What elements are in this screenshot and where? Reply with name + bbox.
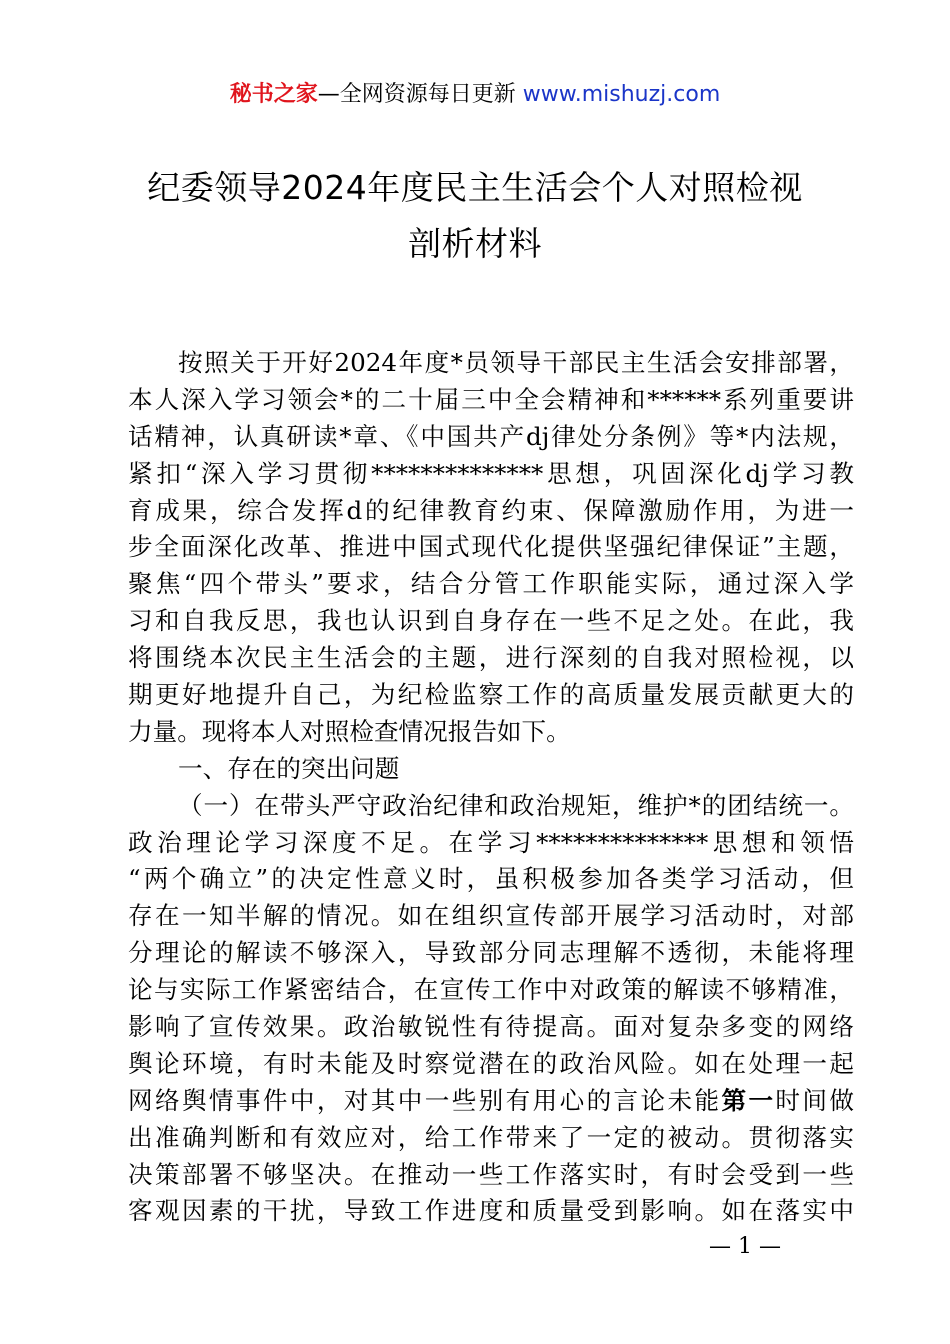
paragraph-line-with-emphasis: [128, 1083, 854, 1120]
paragraph-line: 决策部署不够坚决。在推动一些工作落实时，有时会受到一些: [128, 1159, 854, 1189]
paragraph-line: 政治理论学习深度不足。在学习**************思想和领悟: [128, 827, 854, 857]
watermark-tagline: 全网资源每日更新: [339, 82, 516, 107]
paragraph-line: “两个确立”的决定性意义时，虽积极参加各类学习活动，但: [128, 864, 854, 894]
site-watermark-header: [0, 80, 950, 110]
title-line-1: 纪委领导2024年度民主生活会个人对照检视: [147, 168, 803, 207]
watermark-dash: —: [317, 82, 340, 107]
paragraph-line: 客观因素的干扰，导致工作进度和质量受到影响。如在落实中: [128, 1196, 854, 1226]
subsection-heading: （一）在带头严守政治纪律和政治规矩，维护*的团结统一。: [178, 790, 854, 820]
intro-line: 期更好地提升自己，为纪检监察工作的高质量发展贡献更大的: [128, 680, 854, 710]
intro-line: 本人深入学习领会*的二十届三中全会精神和******系列重要讲: [128, 384, 854, 414]
paragraph-line: 舆论环境，有时未能及时察觉潜在的政治风险。如在处理一起: [128, 1048, 854, 1078]
intro-line: 按照关于开好2024年度*员领导干部民主生活会安排部署，: [178, 348, 854, 377]
paragraph-line: 影响了宣传效果。政治敏锐性有待提高。面对复杂多变的网络: [128, 1012, 854, 1042]
intro-line: 将围绕本次民主生活会的主题，进行深刻的自我对照检视，以: [128, 643, 854, 673]
paragraph-line: 存在一知半解的情况。如在组织宣传部开展学习活动时，对部: [128, 901, 854, 931]
emphasis-after: 时间做: [775, 1085, 854, 1115]
intro-line: 育成果，综合发挥d的纪律教育约束、保障激励作用，为进一: [128, 495, 854, 525]
paragraph-line: 论与实际工作紧密结合，在宣传工作中对政策的解读不够精准，: [128, 975, 854, 1005]
document-body: [128, 345, 854, 1230]
intro-line: 步全面深化改革、推进中国式现代化提供坚强纪律保证”主题，: [128, 532, 854, 562]
emphasis-bold-text: 第一: [721, 1085, 776, 1115]
paragraph-line: 出准确判断和有效应对，给工作带来了一定的被动。贯彻落实: [128, 1122, 854, 1152]
title-line-2: 剖析材料: [408, 224, 542, 263]
document-title: [110, 160, 840, 272]
intro-line: 习和自我反思，我也认识到自身存在一些不足之处。在此，我: [128, 606, 854, 636]
page-number: — 1 —: [709, 1234, 781, 1259]
intro-line: 话精神，认真研读*章、《中国共产dj律处分条例》等*内法规，: [128, 421, 854, 451]
watermark-brand: 秘书之家: [229, 82, 318, 107]
intro-line: 紧扣“深入学习贯彻**************思想，巩固深化dj学习教: [128, 458, 854, 488]
intro-line: 力量。现将本人对照检查情况报告如下。: [128, 716, 571, 746]
section-heading: 一、存在的突出问题: [178, 753, 400, 783]
emphasis-before: 网络舆情事件中，对其中一些别有用心的言论未能: [128, 1085, 722, 1115]
intro-line: 聚焦“四个带头”要求，结合分管工作职能实际，通过深入学: [128, 569, 854, 599]
watermark-url[interactable]: www.mishuzj.com: [522, 82, 721, 107]
paragraph-line: 分理论的解读不够深入，导致部分同志理解不透彻，未能将理: [128, 938, 854, 968]
